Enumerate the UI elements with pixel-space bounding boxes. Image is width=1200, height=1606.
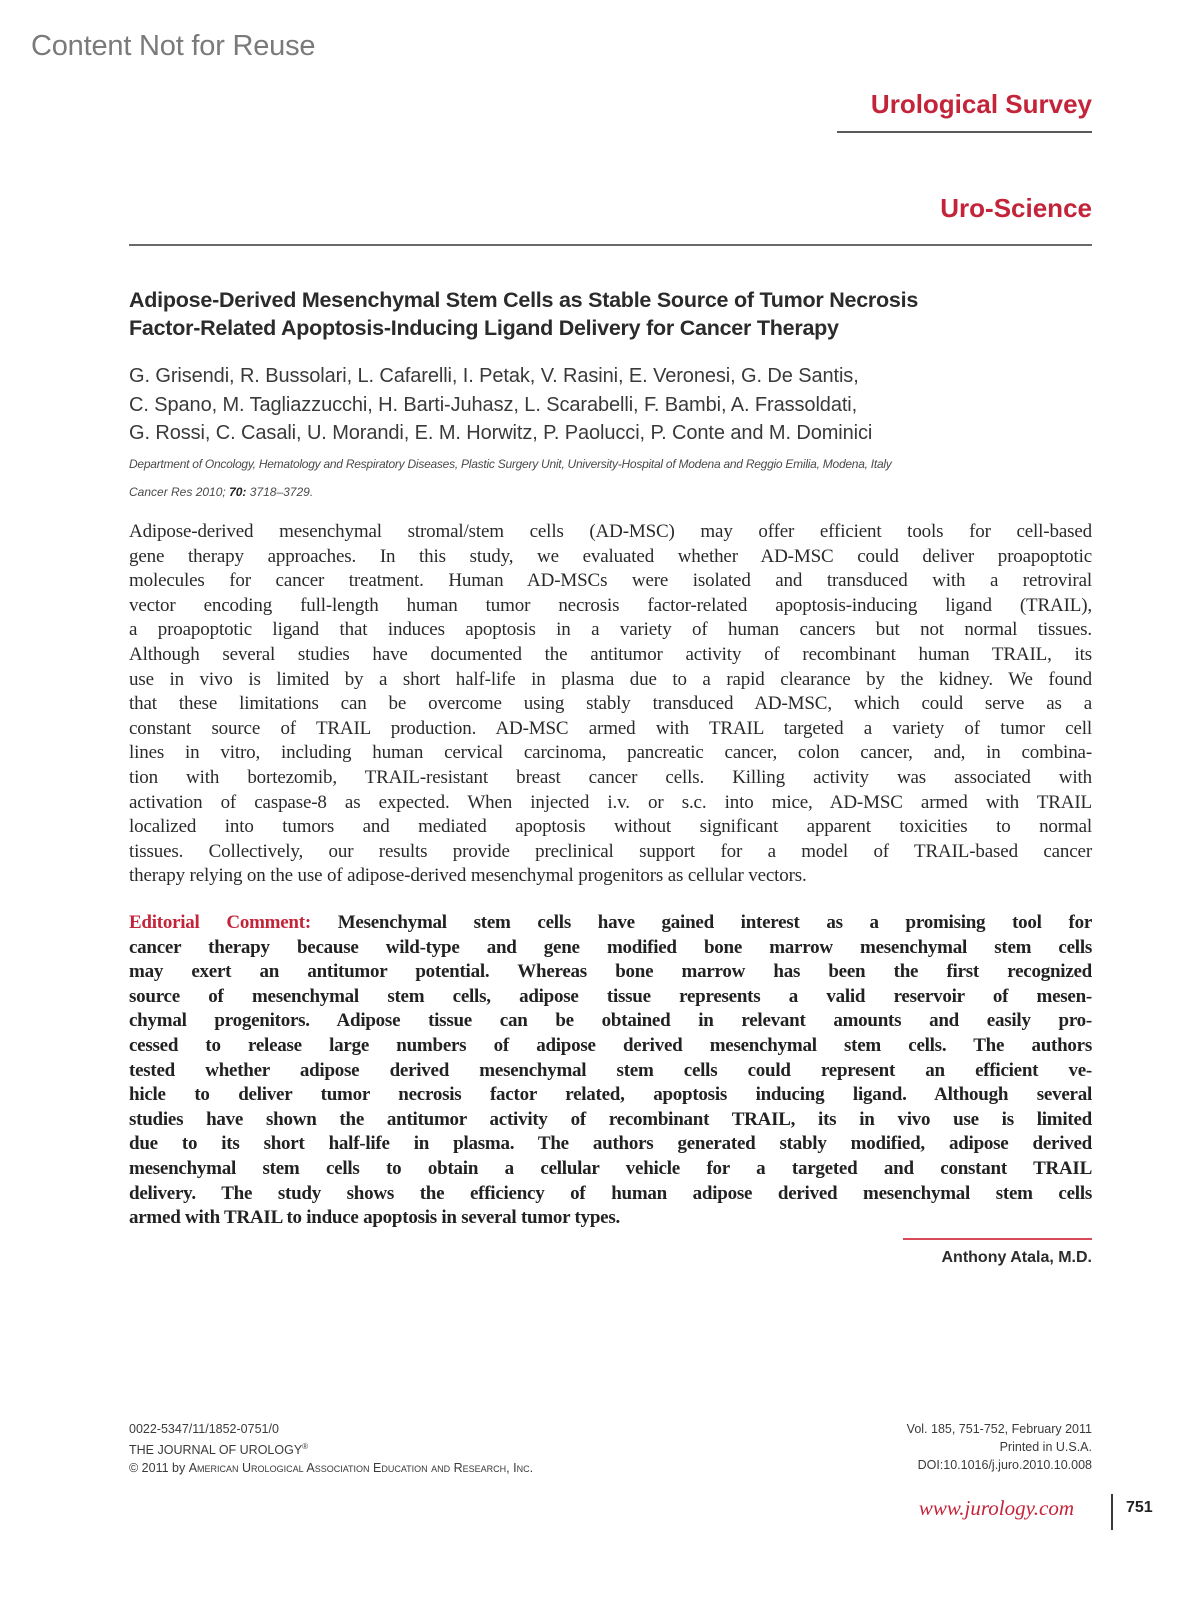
subsection-title: Uro-Science [940,193,1092,223]
abstract-line: Adipose-derived mesenchymal stromal/stem cells (AD-MSC) may offer efficient tools for cell-based [129,521,1092,542]
watermark: Content Not for Reuse [31,30,316,62]
abstract-line: a proapoptotic ligand that induces apoptosis in a variety of human cancers but not normal tissues. [129,619,1092,641]
editorial-line: cessed to release large numbers of adipose derived mesenchymal stem cells. The authors [129,1034,1092,1056]
journal-website-link[interactable]: www.jurology.com [918,1496,1074,1520]
page-number-divider [1111,1494,1113,1530]
abstract-line: tissues. Collectively, our results provide preclinical support for a model of TRAIL-based cancer [129,840,1092,862]
article-title-line: Factor-Related Apoptosis-Inducing Ligand Delivery for Cancer Therapy [129,316,839,340]
article-title-line: Adipose-Derived Mesenchymal Stem Cells as Stable Source of Tumor Necrosis [129,288,919,312]
copyright: © 2011 by American Urological Association Education and Research, Inc. [129,1461,534,1476]
printed-info: Printed in U.S.A. [999,1440,1092,1454]
editorial-line: delivery. The study shows the efficiency of human adipose derived mesenchymal stem cells [129,1182,1092,1204]
editorial-line: may exert an antitumor potential. Whereas bone marrow has been the first recognized [129,961,1092,983]
citation-journal: Cancer Res 2010; [129,485,226,499]
editorial-first-line [129,911,1092,936]
abstract-line: activation of caspase-8 as expected. When injected i.v. or s.c. into mice, AD-MSC armed with TRAIL [129,791,1092,813]
issn: 0022-5347/11/1852-0751/0 [129,1422,279,1436]
editorial-text: Mesenchymal stem cells have gained interest as a promising tool for [310,912,1093,933]
editorial-line: chymal progenitors. Adipose tissue can be obtained in relevant amounts and easily pro- [129,1010,1092,1032]
doi: DOI:10.1016/j.juro.2010.10.008 [917,1458,1092,1472]
editorial-line: studies have shown the antitumor activity of recombinant TRAIL, its in vivo use is limited [129,1108,1092,1130]
editorial-line: mesenchymal stem cells to obtain a cellular vehicle for a targeted and constant TRAIL [129,1157,1092,1179]
footer-publication-info [129,1420,533,1477]
abstract-line: molecules for cancer treatment. Human AD-MSCs were isolated and transduced with a retroviral [129,570,1092,592]
abstract-line: vector encoding full-length human tumor necrosis factor-related apoptosis-inducing ligand (TRAIL), [129,594,1092,616]
editorial-signature: Anthony Atala, M.D. [941,1249,1092,1266]
citation-pages: 3718–3729. [249,485,314,499]
abstract-line: constant source of TRAIL production. AD-MSC armed with TRAIL targeted a variety of tumor cell [129,717,1092,739]
editorial-line: hicle to deliver tumor necrosis factor related, apoptosis inducing ligand. Although several [129,1084,1092,1106]
editorial-line: cancer therapy because wild-type and gene modified bone marrow mesenchymal stem cells [129,936,1092,958]
page-number: 751 [1126,1499,1153,1516]
publisher: American Urological Association Education and Research, Inc. [188,1461,534,1476]
author-line: G. Grisendi, R. Bussolari, L. Cafarelli, I. Petak, V. Rasini, E. Veronesi, G. De Santis, [129,365,859,387]
author-list [129,362,1099,448]
editorial-line: tested whether adipose derived mesenchymal stem cells could represent an efficient ve- [129,1059,1092,1081]
citation-volume: 70: [229,485,247,499]
abstract-line: Although several studies have documented the antitumor activity of recombinant human TRAIL, its [129,643,1092,665]
registered-mark: ® [302,1442,309,1451]
abstract-line: use in vivo is limited by a short half-life in plasma due to a rapid clearance by the kidney. We found [129,668,1092,690]
header-divider [129,244,1092,246]
abstract-line: gene therapy approaches. In this study, we evaluated whether AD-MSC could deliver proapoptotic [129,545,1092,567]
editorial-label: Editorial Comment: [129,912,311,933]
affiliation: Department of Oncology, Hematology and Respiratory Diseases, Plastic Surgery Unit, University-Hospital of Modena and Reggio Emilia, Modena, Italy [129,457,892,471]
section-divider [837,131,1092,133]
signature-divider [903,1238,1092,1240]
volume-info: Vol. 185, 751-752, February 2011 [906,1422,1092,1436]
author-line: C. Spano, M. Tagliazzucchi, H. Barti-Juhasz, L. Scarabelli, F. Bambi, A. Frassoldati, [129,393,858,416]
journal-name: THE JOURNAL OF UROLOGY® [129,1442,309,1458]
abstract-line: that these limitations can be overcome using stably transduced AD-MSC, which could serve as a [129,693,1092,715]
article-title [129,286,1099,342]
abstract-line: tion with bortezomib, TRAIL-resistant breast cancer cells. Killing activity was associated with [129,766,1092,788]
abstract-line: localized into tumors and mediated apoptosis without significant apparent toxicities to normal [129,816,1092,838]
abstract-line: therapy relying on the use of adipose-derived mesenchymal progenitors as cellular vectors. [129,865,807,887]
footer-issue-info [907,1420,1092,1474]
abstract-line: lines in vitro, including human cervical carcinoma, pancreatic cancer, colon cancer, and, in combina- [129,742,1092,764]
section-title: Urological Survey [870,89,1092,119]
editorial-line: due to its short half-life in plasma. The authors generated stably modified, adipose derived [129,1133,1092,1155]
citation [129,485,313,499]
editorial-comment [129,911,1092,1231]
editorial-line: source of mesenchymal stem cells, adipose tissue represents a valid reservoir of mesen- [129,985,1092,1007]
abstract [129,520,1092,889]
author-line: G. Rossi, C. Casali, U. Morandi, E. M. Horwitz, P. Paolucci, P. Conte and M. Dominici [129,422,873,444]
editorial-line: armed with TRAIL to induce apoptosis in several tumor types. [129,1207,620,1229]
